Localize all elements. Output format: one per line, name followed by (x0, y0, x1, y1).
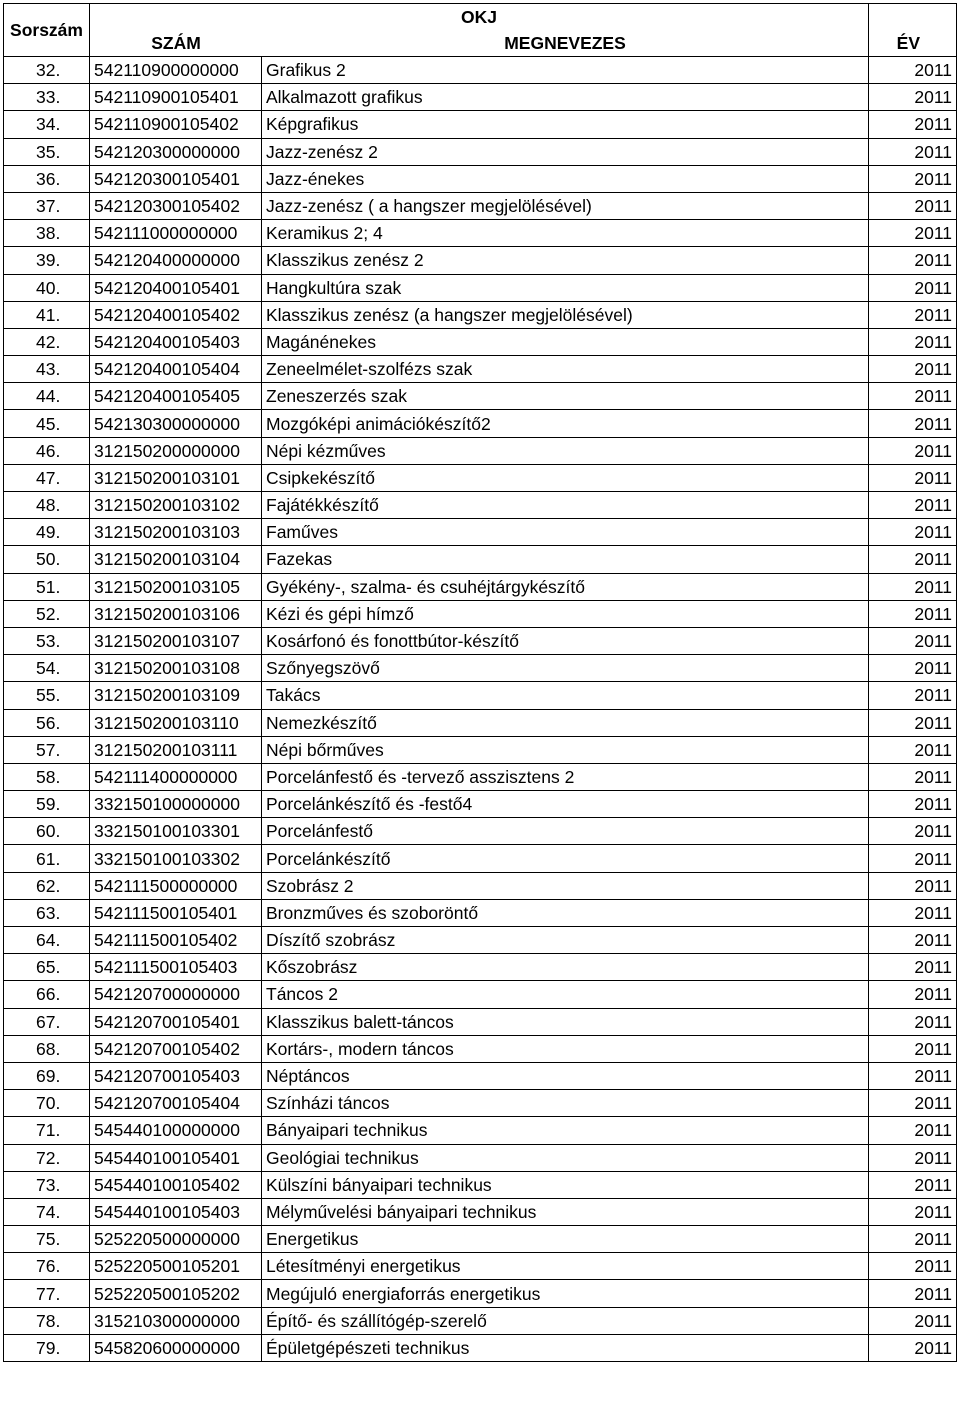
year: 2011 (869, 356, 957, 383)
table-row (4, 600, 957, 627)
table-row (4, 573, 957, 600)
okj-code: 545440100105403 (90, 1198, 262, 1225)
table-row (4, 111, 957, 138)
row-number: 35. (4, 138, 90, 165)
table-row (4, 899, 957, 926)
okj-code: 542120700105403 (90, 1062, 262, 1089)
table-row (4, 954, 957, 981)
row-number: 74. (4, 1198, 90, 1225)
okj-code: 542120400105401 (90, 274, 262, 301)
table-row (4, 301, 957, 328)
qualification-name: Bányaipari technikus (262, 1117, 869, 1144)
table-row (4, 1144, 957, 1171)
table-row (4, 1334, 957, 1361)
table-row (4, 1226, 957, 1253)
qualification-name: Porcelánkészítő és -festő4 (262, 791, 869, 818)
row-number: 68. (4, 1035, 90, 1062)
qualification-name: Megújuló energiaforrás energetikus (262, 1280, 869, 1307)
okj-code: 312150200103107 (90, 627, 262, 654)
table-row (4, 410, 957, 437)
qualification-name: Nemezkészítő (262, 709, 869, 736)
okj-code: 332150100000000 (90, 791, 262, 818)
row-number: 62. (4, 872, 90, 899)
qualification-name: Klasszikus balett-táncos (262, 1008, 869, 1035)
year: 2011 (869, 845, 957, 872)
qualification-name: Porcelánfestő (262, 818, 869, 845)
year: 2011 (869, 818, 957, 845)
header-okj-group (90, 4, 869, 57)
year: 2011 (869, 899, 957, 926)
year: 2011 (869, 1008, 957, 1035)
qualification-name: Kortárs-, modern táncos (262, 1035, 869, 1062)
table-row (4, 274, 957, 301)
year: 2011 (869, 1280, 957, 1307)
row-number: 65. (4, 954, 90, 981)
row-number: 55. (4, 682, 90, 709)
year: 2011 (869, 1334, 957, 1361)
row-number: 36. (4, 165, 90, 192)
table-row (4, 682, 957, 709)
okj-code: 542120700105401 (90, 1008, 262, 1035)
table-row (4, 57, 957, 84)
okj-code: 312150200103102 (90, 492, 262, 519)
year: 2011 (869, 682, 957, 709)
row-number: 49. (4, 519, 90, 546)
qualification-name: Szőnyegszövő (262, 655, 869, 682)
qualification-name: Energetikus (262, 1226, 869, 1253)
okj-code: 315210300000000 (90, 1307, 262, 1334)
qualification-name: Mélyművelési bányaipari technikus (262, 1198, 869, 1225)
row-number: 53. (4, 627, 90, 654)
qualification-name: Fazekas (262, 546, 869, 573)
okj-code: 312150200103111 (90, 736, 262, 763)
table-row (4, 872, 957, 899)
okj-code: 332150100103302 (90, 845, 262, 872)
qualification-name: Építő- és szállítógép-szerelő (262, 1307, 869, 1334)
year: 2011 (869, 1198, 957, 1225)
qualification-name: Grafikus 2 (262, 57, 869, 84)
qualification-name: Klasszikus zenész 2 (262, 247, 869, 274)
year: 2011 (869, 1171, 957, 1198)
qualification-name: Magánénekes (262, 328, 869, 355)
row-number: 57. (4, 736, 90, 763)
row-number: 38. (4, 220, 90, 247)
row-number: 32. (4, 57, 90, 84)
year: 2011 (869, 410, 957, 437)
table-row (4, 356, 957, 383)
okj-code: 542110900105402 (90, 111, 262, 138)
table-row (4, 1090, 957, 1117)
qualification-name: Bronzműves és szoboröntő (262, 899, 869, 926)
okj-code: 542130300000000 (90, 410, 262, 437)
row-number: 60. (4, 818, 90, 845)
table-header (4, 4, 957, 57)
table-row (4, 192, 957, 219)
row-number: 64. (4, 927, 90, 954)
okj-code: 312150200103103 (90, 519, 262, 546)
okj-code: 542120400000000 (90, 247, 262, 274)
table-row (4, 1307, 957, 1334)
qualification-name: Jazz-zenész 2 (262, 138, 869, 165)
year: 2011 (869, 111, 957, 138)
table-body (4, 57, 957, 1362)
row-number: 61. (4, 845, 90, 872)
qualification-name: Geológiai technikus (262, 1144, 869, 1171)
row-number: 39. (4, 247, 90, 274)
row-number: 46. (4, 437, 90, 464)
qualification-name: Népi bőrműves (262, 736, 869, 763)
qualification-name: Hangkultúra szak (262, 274, 869, 301)
okj-code: 542110900105401 (90, 84, 262, 111)
row-number: 58. (4, 763, 90, 790)
year: 2011 (869, 247, 957, 274)
okj-code: 545820600000000 (90, 1334, 262, 1361)
row-number: 51. (4, 573, 90, 600)
row-number: 52. (4, 600, 90, 627)
row-number: 37. (4, 192, 90, 219)
qualification-name: Jazz-zenész ( a hangszer megjelölésével) (262, 192, 869, 219)
year: 2011 (869, 709, 957, 736)
table-row (4, 927, 957, 954)
okj-code: 542111000000000 (90, 220, 262, 247)
year: 2011 (869, 220, 957, 247)
okj-code: 312150200103104 (90, 546, 262, 573)
table-row (4, 1280, 957, 1307)
qualification-name: Népi kézműves (262, 437, 869, 464)
row-number: 70. (4, 1090, 90, 1117)
year: 2011 (869, 927, 957, 954)
qualification-name: Színházi táncos (262, 1090, 869, 1117)
qualification-name: Külszíni bányaipari technikus (262, 1171, 869, 1198)
table-row (4, 220, 957, 247)
okj-code: 542120700105404 (90, 1090, 262, 1117)
year: 2011 (869, 1117, 957, 1144)
row-number: 54. (4, 655, 90, 682)
row-number: 73. (4, 1171, 90, 1198)
okj-code: 542111500000000 (90, 872, 262, 899)
qualification-name: Táncos 2 (262, 981, 869, 1008)
table-row (4, 845, 957, 872)
table-row (4, 1198, 957, 1225)
row-number: 71. (4, 1117, 90, 1144)
okj-code: 312150200103108 (90, 655, 262, 682)
qualification-name: Porcelánfestő és -tervező asszisztens 2 (262, 763, 869, 790)
okj-code: 545440100105402 (90, 1171, 262, 1198)
qualification-name: Létesítményi energetikus (262, 1253, 869, 1280)
okj-code: 542120300105401 (90, 165, 262, 192)
table-row (4, 655, 957, 682)
year: 2011 (869, 1062, 957, 1089)
year: 2011 (869, 1226, 957, 1253)
table-row (4, 791, 957, 818)
table-row (4, 492, 957, 519)
header-ev: ÉV (869, 4, 957, 57)
row-number: 48. (4, 492, 90, 519)
okj-code: 542111500105402 (90, 927, 262, 954)
year: 2011 (869, 274, 957, 301)
table-row (4, 736, 957, 763)
qualification-name: Képgrafikus (262, 111, 869, 138)
qualification-name: Zeneelmélet-szolfézs szak (262, 356, 869, 383)
okj-code: 312150200103105 (90, 573, 262, 600)
row-number: 43. (4, 356, 90, 383)
okj-code: 312150200103101 (90, 464, 262, 491)
year: 2011 (869, 492, 957, 519)
okj-code: 545440100000000 (90, 1117, 262, 1144)
table-row (4, 383, 957, 410)
qualification-name: Szobrász 2 (262, 872, 869, 899)
year: 2011 (869, 165, 957, 192)
header-okj: OKJ (461, 7, 497, 27)
year: 2011 (869, 1144, 957, 1171)
okj-code: 312150200000000 (90, 437, 262, 464)
qualification-name: Kézi és gépi hímző (262, 600, 869, 627)
okj-code: 542120700000000 (90, 981, 262, 1008)
year: 2011 (869, 872, 957, 899)
year: 2011 (869, 138, 957, 165)
year: 2011 (869, 383, 957, 410)
year: 2011 (869, 301, 957, 328)
okj-code: 525220500000000 (90, 1226, 262, 1253)
header-sorszam: Sorszám (4, 4, 90, 57)
table-row (4, 138, 957, 165)
qualification-name: Gyékény-, szalma- és csuhéjtárgykészítő (262, 573, 869, 600)
okj-code: 542120400105404 (90, 356, 262, 383)
table-row (4, 1117, 957, 1144)
table-row (4, 84, 957, 111)
row-number: 66. (4, 981, 90, 1008)
qualification-name: Mozgóképi animációkészítő2 (262, 410, 869, 437)
okj-code: 525220500105201 (90, 1253, 262, 1280)
qualification-table-sheet (3, 3, 957, 1362)
row-number: 78. (4, 1307, 90, 1334)
okj-code: 332150100103301 (90, 818, 262, 845)
year: 2011 (869, 84, 957, 111)
qualification-name: Épületgépészeti technikus (262, 1334, 869, 1361)
okj-code: 542120400105405 (90, 383, 262, 410)
qualification-name: Jazz-énekes (262, 165, 869, 192)
year: 2011 (869, 1090, 957, 1117)
header-szam: SZÁM (151, 33, 201, 53)
year: 2011 (869, 437, 957, 464)
year: 2011 (869, 546, 957, 573)
row-number: 69. (4, 1062, 90, 1089)
year: 2011 (869, 791, 957, 818)
okj-code: 542111400000000 (90, 763, 262, 790)
row-number: 40. (4, 274, 90, 301)
qualification-name: Porcelánkészítő (262, 845, 869, 872)
row-number: 79. (4, 1334, 90, 1361)
qualification-table (3, 3, 957, 1362)
year: 2011 (869, 954, 957, 981)
row-number: 75. (4, 1226, 90, 1253)
okj-code: 542120400105403 (90, 328, 262, 355)
row-number: 56. (4, 709, 90, 736)
row-number: 45. (4, 410, 90, 437)
qualification-name: Néptáncos (262, 1062, 869, 1089)
row-number: 50. (4, 546, 90, 573)
qualification-name: Takács (262, 682, 869, 709)
table-row (4, 709, 957, 736)
year: 2011 (869, 519, 957, 546)
table-row (4, 437, 957, 464)
table-row (4, 1253, 957, 1280)
year: 2011 (869, 655, 957, 682)
okj-code: 312150200103110 (90, 709, 262, 736)
row-number: 42. (4, 328, 90, 355)
okj-code: 542111500105403 (90, 954, 262, 981)
year: 2011 (869, 1035, 957, 1062)
qualification-name: Alkalmazott grafikus (262, 84, 869, 111)
okj-code: 542120300105402 (90, 192, 262, 219)
qualification-name: Zeneszerzés szak (262, 383, 869, 410)
year: 2011 (869, 1307, 957, 1334)
table-row (4, 1062, 957, 1089)
qualification-name: Fajátékkészítő (262, 492, 869, 519)
okj-code: 542120400105402 (90, 301, 262, 328)
year: 2011 (869, 627, 957, 654)
table-row (4, 1171, 957, 1198)
okj-code: 542110900000000 (90, 57, 262, 84)
okj-code: 542111500105401 (90, 899, 262, 926)
table-row (4, 328, 957, 355)
table-row (4, 165, 957, 192)
row-number: 44. (4, 383, 90, 410)
table-row (4, 519, 957, 546)
table-row (4, 763, 957, 790)
qualification-name: Díszítő szobrász (262, 927, 869, 954)
okj-code: 542120700105402 (90, 1035, 262, 1062)
qualification-name: Kőszobrász (262, 954, 869, 981)
year: 2011 (869, 600, 957, 627)
row-number: 63. (4, 899, 90, 926)
row-number: 67. (4, 1008, 90, 1035)
year: 2011 (869, 464, 957, 491)
row-number: 72. (4, 1144, 90, 1171)
table-row (4, 627, 957, 654)
qualification-name: Faműves (262, 519, 869, 546)
year: 2011 (869, 1253, 957, 1280)
qualification-name: Kosárfonó és fonottbútor-készítő (262, 627, 869, 654)
year: 2011 (869, 736, 957, 763)
okj-code: 545440100105401 (90, 1144, 262, 1171)
row-number: 77. (4, 1280, 90, 1307)
row-number: 33. (4, 84, 90, 111)
table-row (4, 247, 957, 274)
qualification-name: Klasszikus zenész (a hangszer megjelölésével) (262, 301, 869, 328)
year: 2011 (869, 573, 957, 600)
row-number: 41. (4, 301, 90, 328)
row-number: 76. (4, 1253, 90, 1280)
table-row (4, 818, 957, 845)
qualification-name: Keramikus 2; 4 (262, 220, 869, 247)
row-number: 59. (4, 791, 90, 818)
okj-code: 525220500105202 (90, 1280, 262, 1307)
year: 2011 (869, 57, 957, 84)
header-megnevezes: MEGNEVEZES (504, 33, 626, 53)
row-number: 47. (4, 464, 90, 491)
okj-code: 542120300000000 (90, 138, 262, 165)
year: 2011 (869, 981, 957, 1008)
row-number: 34. (4, 111, 90, 138)
table-row (4, 1035, 957, 1062)
table-row (4, 464, 957, 491)
year: 2011 (869, 763, 957, 790)
year: 2011 (869, 328, 957, 355)
table-row (4, 1008, 957, 1035)
qualification-name: Csipkekészítő (262, 464, 869, 491)
table-row (4, 546, 957, 573)
okj-code: 312150200103106 (90, 600, 262, 627)
year: 2011 (869, 192, 957, 219)
table-row (4, 981, 957, 1008)
okj-code: 312150200103109 (90, 682, 262, 709)
